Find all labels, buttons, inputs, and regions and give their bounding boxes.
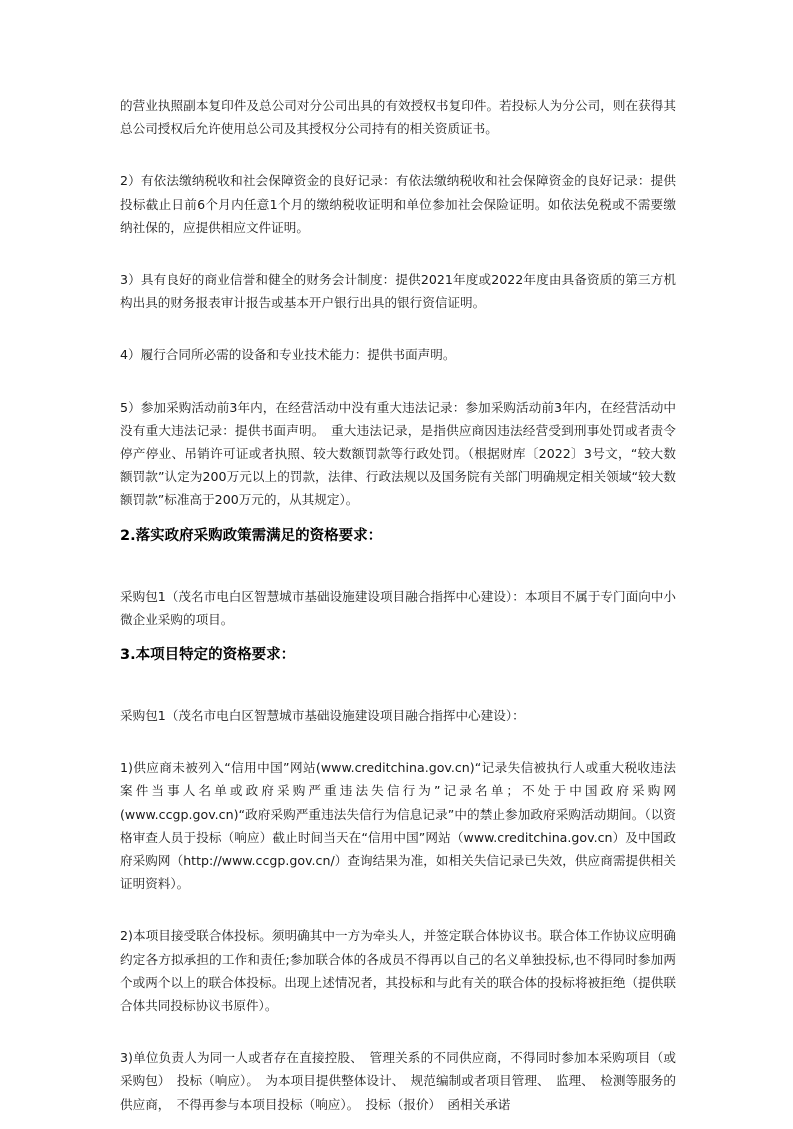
paragraph-tax-record: 2）有依法缴纳税收和社会保障资金的良好记录：有依法缴纳税收和社会保障资金的良好记录：提供投标截止日前6个月内任意1个月的缴纳税收证明和单位参加社会保险证明。如依法免税或不需要缴纳社保的，应提供相应文件证明。 xyxy=(120,173,676,235)
paragraph-credit-check: 1)供应商未被列入“信用中国”网站(www.creditchina.gov.cn)“记录失信被执行人或重大税收违法案件当事人名单或政府采购严重违法失信行为”记录名单；不处于中国政府采购网(www.ccgp.gov.cn)“政府采购严重违法失信行为信息记录”中的禁止参加政府采购活动期间。（以资格审查人员于投标（响应）截止时间当天在“信用中国”网站（www.creditchina.gov.cn）及中国政府采购网（http://www.ccgp.gov.cn/）查询结果为准，如相关失信记录已失效，供应商需提供相关证明资料）。 xyxy=(120,760,676,892)
paragraph-no-violation: 5）参加采购活动前3年内，在经营活动中没有重大违法记录：参加采购活动前3年内，在经营活动中没有重大违法记录：提供书面声明。 重大违法记录，是指供应商因违法经营受到刑事处罚或者责令停产停业、吊销许可证或者执照、较大数额罚款等行政处罚。（根据财库〔2022〕3号文，“较大数额罚款”认定为200万元以上的罚款，法律、行政法规以及国务院有关部门明确规定相关领域“较大数额罚款”标准高于200万元的，从其规定）。 xyxy=(120,399,676,508)
paragraph-license: 的营业执照副本复印件及总公司对分公司出具的有效授权书复印件。若投标人为分公司，则在获得其总公司授权后允许使用总公司及其授权分公司持有的相关资质证书。 xyxy=(120,98,676,137)
paragraph-financial: 3）具有良好的商业信誉和健全的财务会计制度：提供2021年度或2022年度由具备资质的第三方机构出具的财务报表审计报告或基本开户银行出具的银行资信证明。 xyxy=(120,272,676,311)
paragraph-equipment: 4）履行合同所必需的设备和专业技术能力：提供书面声明。 xyxy=(120,347,456,363)
section-heading-policy: 2.落实政府采购政策需满足的资格要求： xyxy=(120,527,383,544)
paragraph-consortium: 2)本项目接受联合体投标。须明确其中一方为牵头人，并签定联合体协议书。联合体工作协议应明确约定各方拟承担的工作和责任;参加联合体的各成员不得再以自己的名义单独投标,也不得同时参加两个或两个以上的联合体投标。出现上述情况者，其投标和与此有关的联合体的投标将被拒绝（提供联合体共同投标协议书原件）。 xyxy=(120,928,676,1014)
document-body xyxy=(120,94,676,1129)
paragraph-package-policy: 采购包1（茂名市电白区智慧城市基础设施建设项目融合指挥中心建设）：本项目不属于专门面向中小微企业采购的项目。 xyxy=(120,588,676,627)
section-heading-specific: 3.本项目特定的资格要求： xyxy=(120,647,296,664)
paragraph-package-intro: 采购包1（茂名市电白区智慧城市基础设施建设项目融合指挥中心建设）： xyxy=(120,708,525,724)
paragraph-conflict: 3)单位负责人为同一人或者存在直接控股、 管理关系的不同供应商，不得同时参加本采购项目（或采购包） 投标（响应）。 为本项目提供整体设计、 规范编制或者项目管理、 监理、 检测等服务的供应商， 不得再参与本项目投标（响应）。 投标（报价） 函相关承诺 xyxy=(120,1050,676,1112)
